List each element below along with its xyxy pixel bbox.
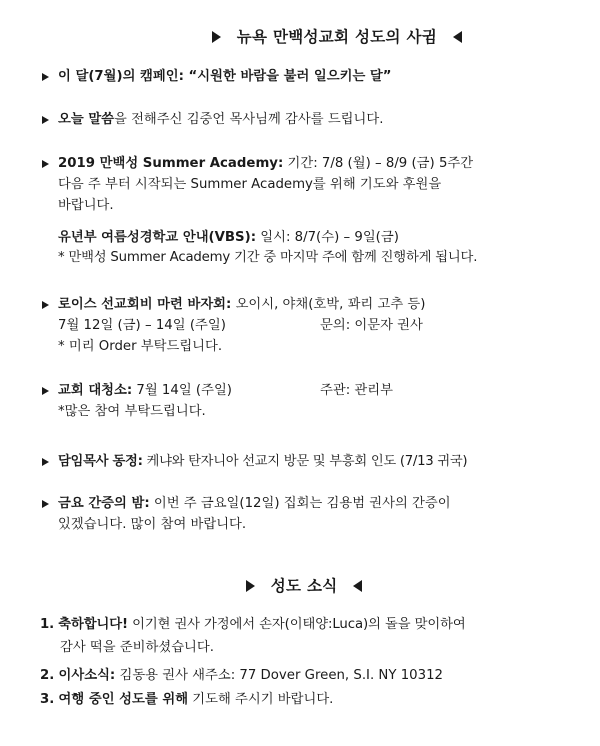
friday-text: 이번 주 금요일(12일) 집회는 김용범 권사의 간증이 (149, 496, 451, 511)
news-item-3 (40, 690, 333, 710)
bazaar-date: 7월 12일 (금) – 14일 (주일) (58, 318, 226, 333)
bullet-icon (42, 160, 49, 168)
vbs-label: 유년부 여름성경학교 안내(VBS): (58, 230, 257, 245)
news-header (246, 574, 362, 596)
academy-label: 2019 만백성 Summer Academy: (58, 156, 284, 171)
triangle-left-icon (353, 580, 362, 592)
news-item-1 (40, 615, 466, 635)
bazaar-item (58, 295, 425, 315)
news-num: 3. (40, 692, 55, 707)
bullet-icon (42, 500, 49, 508)
cleaning-host: 주관: 관리부 (320, 383, 393, 398)
bullet-icon (42, 458, 49, 466)
bazaar-contact: 문의: 이문자 권사 (320, 318, 423, 333)
news-text: 기도해 주시기 바랍니다. (188, 692, 334, 707)
bazaar-note: * 미리 Order 부탁드립니다. (58, 339, 223, 354)
vbs-note: * 만백성 Summer Academy 기간 중 마지막 주에 함께 진행하게 됩니다. (58, 250, 478, 265)
campaign-item (58, 67, 392, 87)
triangle-left-icon (453, 31, 462, 43)
friday-line2: 있겠습니다. 많이 참여 바랍니다. (58, 517, 247, 532)
cleaning-note: *많은 참여 부탁드립니다. (58, 404, 206, 419)
bullet-icon (42, 387, 49, 395)
cleaning-text: 7월 14일 (주일) (132, 383, 232, 398)
campaign-label: 이 달(7월)의 캠페인: (58, 69, 184, 84)
bazaar-label: 로이스 선교회비 마련 바자회: (58, 297, 232, 312)
news-item-1-line2: 감사 떡을 준비하셨습니다. (60, 640, 214, 655)
pastor-item (58, 452, 467, 472)
vbs-item (58, 228, 399, 248)
header-title: 뉴욕 만백성교회 성도의 사귐 (236, 28, 438, 46)
pastor-text: 케냐와 탄자니아 선교지 방문 및 부흥회 인도 (7/13 귀국) (142, 454, 468, 469)
bazaar-text: 오이시, 야채(호박, 꽈리 고추 등) (231, 297, 426, 312)
news-label: 여행 중인 성도를 위해 (58, 692, 189, 707)
cleaning-item (58, 381, 232, 401)
news-num: 1. (40, 617, 55, 632)
pastor-label: 담임목사 동정: (58, 454, 143, 469)
news-title: 성도 소식 (270, 577, 338, 595)
sermon-item (58, 110, 383, 130)
cleaning-label: 교회 대청소: (58, 383, 133, 398)
bullet-icon (42, 116, 49, 124)
academy-item (58, 154, 473, 174)
sermon-text: 을 전해주신 김중언 목사님께 감사를 드립니다. (114, 112, 384, 127)
academy-text: 기간: 7/8 (월) – 8/9 (금) 5주간 (283, 156, 474, 171)
campaign-text: “시원한 바람을 불러 일으키는 달” (183, 69, 392, 84)
vbs-text: 일시: 8/7(수) – 9일(금) (256, 230, 399, 245)
news-text: 김동용 권사 새주소: 77 Dover Green, S.I. NY 10312 (115, 668, 444, 683)
academy-line2: 다음 주 부터 시작되는 Summer Academy를 위해 기도와 후원을 (58, 177, 442, 192)
academy-line3: 바랍니다. (58, 198, 114, 213)
friday-item (58, 494, 451, 514)
bullet-icon (42, 73, 49, 81)
friday-label: 금요 간증의 밤: (58, 496, 150, 511)
news-num: 2. (40, 668, 55, 683)
news-text: 이기현 권사 가정에서 손자(이태양:Luca)의 돌을 맞이하여 (127, 617, 466, 632)
news-item-2 (40, 666, 443, 686)
news-label: 이사소식: (58, 668, 116, 683)
triangle-right-icon (246, 580, 255, 592)
sermon-label: 오늘 말씀 (58, 112, 115, 127)
section-header (212, 25, 462, 47)
bullet-icon (42, 301, 49, 309)
triangle-right-icon (212, 31, 221, 43)
news-label: 축하합니다! (58, 617, 128, 632)
